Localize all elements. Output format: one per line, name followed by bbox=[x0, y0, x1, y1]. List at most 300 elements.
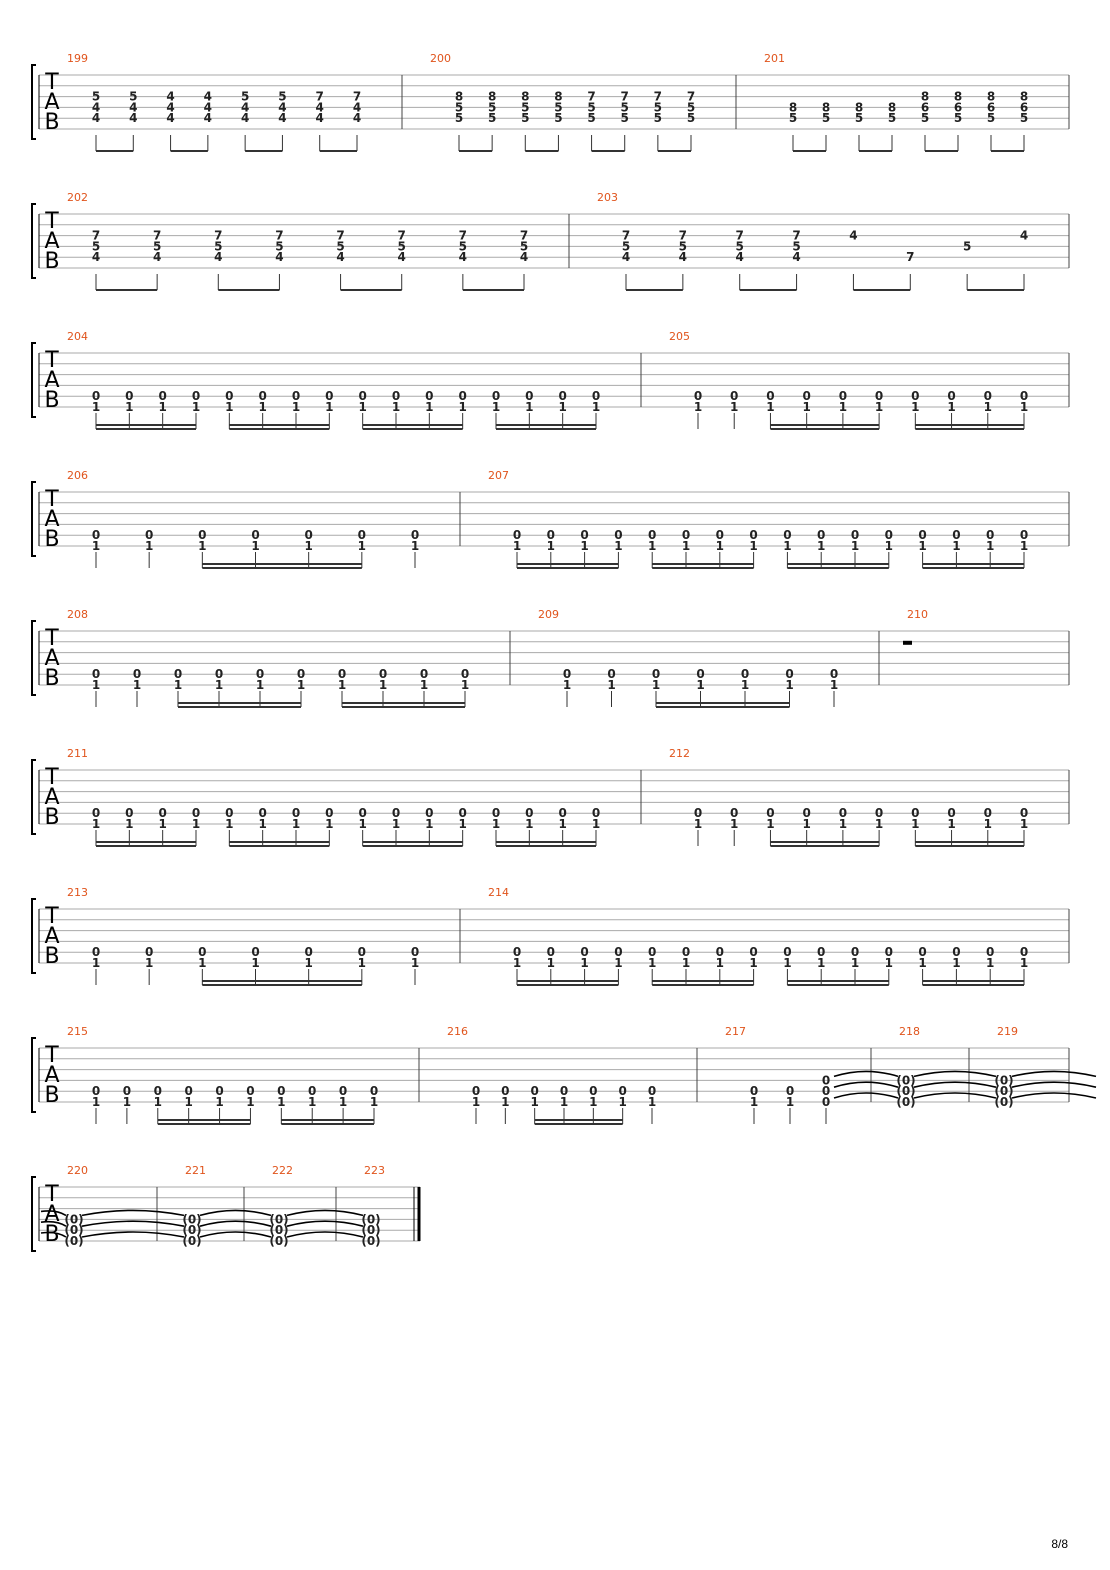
fret-number: 5 bbox=[887, 111, 897, 126]
fret-number: 0 bbox=[681, 528, 691, 543]
fret-number: 1 bbox=[607, 678, 616, 692]
fret-number: 0 bbox=[304, 528, 313, 543]
fret-number: 5 bbox=[788, 111, 798, 126]
system-bracket bbox=[32, 1038, 36, 1112]
fret-number: 1 bbox=[91, 1095, 101, 1109]
fret-number: 1 bbox=[783, 956, 792, 970]
fret-number: 4 bbox=[129, 100, 138, 115]
fret-number: 0 bbox=[874, 389, 884, 404]
fret-number: 5 bbox=[986, 111, 996, 126]
tab-clef-letter: B bbox=[44, 1222, 60, 1247]
fret-number: 0 bbox=[947, 806, 956, 821]
fret-number: 0 bbox=[153, 1084, 162, 1099]
fret-number: 1 bbox=[829, 678, 839, 692]
tab-clef-letter: T bbox=[45, 70, 59, 95]
fret-number: 1 bbox=[198, 956, 207, 970]
fret-number: 1 bbox=[91, 678, 101, 692]
fret-number: 1 bbox=[983, 400, 992, 414]
fret-number: 7 bbox=[587, 89, 596, 104]
tab-clef-letter: B bbox=[44, 388, 60, 413]
tie-arc bbox=[82, 1221, 184, 1226]
tie-arc bbox=[287, 1232, 363, 1237]
fret-number: 0 bbox=[215, 1084, 224, 1099]
fret-number: 0 bbox=[191, 806, 201, 821]
measure-number: 218 bbox=[899, 1025, 920, 1038]
fret-number: 0 bbox=[838, 806, 848, 821]
fret-number: 1 bbox=[802, 817, 811, 831]
fret-number: 0 bbox=[125, 389, 134, 404]
fret-number: 1 bbox=[391, 817, 401, 831]
fret-number: 0 bbox=[337, 667, 347, 682]
fret-number: 0 bbox=[983, 389, 992, 404]
fret-number: 1 bbox=[410, 539, 420, 553]
fret-number: 1 bbox=[512, 956, 522, 970]
fret-number: (0) bbox=[361, 1223, 381, 1238]
fret-number: 0 bbox=[158, 389, 167, 404]
fret-number: 1 bbox=[874, 400, 884, 414]
measure-number: 200 bbox=[430, 52, 451, 65]
fret-number: 0 bbox=[558, 389, 567, 404]
fret-number: 1 bbox=[749, 956, 758, 970]
fret-number: (0) bbox=[182, 1223, 202, 1238]
tie-arc bbox=[914, 1093, 996, 1098]
fret-number: 7 bbox=[275, 228, 284, 243]
fret-number: 1 bbox=[251, 539, 260, 553]
fret-number: (0) bbox=[361, 1212, 381, 1227]
fret-number: 0 bbox=[198, 528, 207, 543]
fret-number: 0 bbox=[198, 945, 207, 960]
fret-number: 4 bbox=[166, 100, 175, 115]
fret-number: 1 bbox=[258, 817, 267, 831]
tie-arc bbox=[834, 1071, 898, 1076]
fret-number: 0 bbox=[338, 1084, 348, 1099]
fret-number: 4 bbox=[315, 111, 324, 126]
fret-number: 0 bbox=[512, 945, 522, 960]
fret-number: 8 bbox=[554, 89, 563, 104]
fret-number: 1 bbox=[947, 817, 956, 831]
fret-number: 1 bbox=[325, 817, 334, 831]
fret-number: 1 bbox=[785, 1095, 795, 1109]
fret-number: 7 bbox=[152, 228, 162, 243]
fret-number: 0 bbox=[983, 806, 992, 821]
tab-clef-letter: A bbox=[44, 507, 60, 532]
fret-number: 0 bbox=[614, 528, 623, 543]
fret-number: 5 bbox=[962, 239, 972, 254]
fret-number: 1 bbox=[591, 400, 601, 414]
fret-number: 7 bbox=[792, 228, 801, 243]
fret-number: 1 bbox=[91, 400, 101, 414]
fret-number: 1 bbox=[648, 956, 657, 970]
fret-number: 0 bbox=[580, 945, 589, 960]
fret-number: 0 bbox=[749, 945, 758, 960]
fret-number: 0 bbox=[986, 528, 995, 543]
fret-number: 0 bbox=[696, 667, 705, 682]
fret-number: 4 bbox=[203, 100, 213, 115]
fret-number: 0 bbox=[173, 667, 183, 682]
fret-number: 0 bbox=[184, 1084, 193, 1099]
fret-number: 0 bbox=[618, 1084, 627, 1099]
fret-number: 5 bbox=[554, 111, 563, 126]
fret-number: 1 bbox=[91, 817, 101, 831]
fret-number: 7 bbox=[686, 89, 696, 104]
tab-clef-letter: A bbox=[44, 646, 60, 671]
tie-arc bbox=[287, 1210, 363, 1215]
fret-number: 7 bbox=[620, 89, 629, 104]
fret-number: 1 bbox=[884, 956, 893, 970]
fret-number: 4 bbox=[735, 250, 744, 265]
fret-number: 1 bbox=[530, 1095, 539, 1109]
measure-number: 216 bbox=[447, 1025, 468, 1038]
fret-number: 4 bbox=[278, 111, 287, 126]
fret-number: 0 bbox=[246, 1084, 255, 1099]
fret-number: 4 bbox=[397, 250, 406, 265]
fret-number: 1 bbox=[983, 817, 992, 831]
fret-number: 1 bbox=[715, 956, 724, 970]
fret-number: 7 bbox=[397, 228, 406, 243]
tab-clef-letter: T bbox=[45, 1043, 59, 1068]
fret-number: 1 bbox=[1019, 817, 1029, 831]
fret-number: 0 bbox=[802, 389, 811, 404]
tab-clef-letter: A bbox=[44, 368, 60, 393]
fret-number: 1 bbox=[986, 539, 995, 553]
fret-number: 1 bbox=[817, 956, 826, 970]
fret-number: 6 bbox=[986, 100, 996, 115]
system-bracket bbox=[32, 482, 36, 556]
tab-clef-letter: B bbox=[44, 944, 60, 969]
fret-number: 0 bbox=[783, 945, 792, 960]
fret-number: 1 bbox=[785, 678, 794, 692]
fret-number: 1 bbox=[730, 400, 739, 414]
tab-clef-letter: B bbox=[44, 249, 60, 274]
measure-number: 219 bbox=[997, 1025, 1018, 1038]
tab-clef-letter: A bbox=[44, 229, 60, 254]
fret-number: 0 bbox=[1019, 389, 1029, 404]
fret-number: 4 bbox=[91, 111, 101, 126]
fret-number: 1 bbox=[580, 539, 589, 553]
fret-number: 0 bbox=[132, 667, 142, 682]
fret-number: 1 bbox=[358, 400, 367, 414]
system-bracket bbox=[32, 65, 36, 139]
fret-number: 1 bbox=[144, 539, 154, 553]
fret-number: 5 bbox=[336, 239, 345, 254]
tab-clef-letter: T bbox=[45, 348, 59, 373]
fret-number: 1 bbox=[546, 539, 555, 553]
fret-number: 5 bbox=[920, 111, 930, 126]
fret-number: 0 bbox=[651, 667, 661, 682]
fret-number: 4 bbox=[352, 100, 362, 115]
fret-number: 4 bbox=[214, 250, 223, 265]
tab-clef-letter: A bbox=[44, 1202, 60, 1227]
fret-number: 8 bbox=[821, 100, 831, 115]
fret-number: 4 bbox=[792, 250, 801, 265]
fret-number: 1 bbox=[225, 400, 234, 414]
system-bracket bbox=[32, 899, 36, 973]
fret-number: 1 bbox=[525, 817, 534, 831]
fret-number: 1 bbox=[325, 400, 334, 414]
fret-number: 8 bbox=[986, 89, 996, 104]
fret-number: 1 bbox=[783, 539, 792, 553]
measure-number: 212 bbox=[669, 747, 690, 760]
fret-number: 5 bbox=[854, 111, 864, 126]
fret-number: 0 bbox=[258, 806, 267, 821]
fret-number: 5 bbox=[821, 111, 831, 126]
fret-number: 1 bbox=[296, 678, 306, 692]
measure-number: 214 bbox=[488, 886, 509, 899]
fret-number: 7 bbox=[458, 228, 468, 243]
fret-number: 1 bbox=[614, 956, 623, 970]
fret-number: 1 bbox=[693, 817, 703, 831]
fret-number: 5 bbox=[454, 100, 464, 115]
fret-number: 0 bbox=[817, 945, 826, 960]
fret-number: 1 bbox=[986, 956, 995, 970]
fret-number: 8 bbox=[854, 100, 864, 115]
fret-number: 0 bbox=[783, 528, 792, 543]
fret-number: 0 bbox=[410, 528, 420, 543]
fret-number: 5 bbox=[240, 89, 250, 104]
fret-number: 1 bbox=[291, 817, 301, 831]
fret-number: 1 bbox=[850, 539, 860, 553]
fret-number: 1 bbox=[458, 400, 467, 414]
fret-number: 0 bbox=[458, 389, 467, 404]
fret-number: 0 bbox=[821, 1095, 831, 1109]
fret-number: 0 bbox=[730, 806, 739, 821]
measure-number: 209 bbox=[538, 608, 559, 621]
fret-number: 0 bbox=[607, 667, 616, 682]
fret-number: (0) bbox=[64, 1212, 84, 1227]
fret-number: 5 bbox=[454, 111, 464, 126]
fret-number: 7 bbox=[621, 228, 631, 243]
fret-number: 7 bbox=[352, 89, 362, 104]
fret-number: 1 bbox=[546, 956, 555, 970]
fret-number: 1 bbox=[952, 539, 961, 553]
fret-number: 0 bbox=[952, 945, 961, 960]
fret-number: 7 bbox=[214, 228, 223, 243]
fret-number: 6 bbox=[953, 100, 963, 115]
fret-number: 4 bbox=[336, 250, 345, 265]
measure-number: 220 bbox=[67, 1164, 88, 1177]
measure-number: 207 bbox=[488, 469, 509, 482]
fret-number: 1 bbox=[91, 956, 101, 970]
fret-number: 4 bbox=[458, 250, 468, 265]
fret-number: 0 bbox=[512, 528, 522, 543]
fret-number: 5 bbox=[653, 100, 663, 115]
fret-number: 5 bbox=[91, 239, 101, 254]
measure-number: 210 bbox=[907, 608, 928, 621]
fret-number: 1 bbox=[153, 1095, 162, 1109]
fret-number: 0 bbox=[580, 528, 589, 543]
fret-number: 5 bbox=[129, 89, 138, 104]
fret-number: 1 bbox=[358, 817, 367, 831]
fret-number: 0 bbox=[911, 806, 920, 821]
measure-number: 205 bbox=[669, 330, 690, 343]
fret-number: 1 bbox=[766, 817, 775, 831]
tie-arc bbox=[1012, 1093, 1096, 1098]
fret-number: 0 bbox=[525, 806, 534, 821]
fret-number: 0 bbox=[357, 945, 367, 960]
fret-number: 5 bbox=[953, 111, 963, 126]
measure-number: 206 bbox=[67, 469, 88, 482]
fret-number: 5 bbox=[521, 100, 530, 115]
fret-number: 0 bbox=[1019, 806, 1029, 821]
tie-arc bbox=[914, 1071, 996, 1076]
fret-number: (0) bbox=[269, 1223, 289, 1238]
fret-number: 1 bbox=[251, 956, 260, 970]
fret-number: 0 bbox=[501, 1084, 510, 1099]
fret-number: 1 bbox=[91, 539, 101, 553]
fret-number: 0 bbox=[785, 667, 794, 682]
fret-number: 0 bbox=[358, 806, 367, 821]
fret-number: 8 bbox=[920, 89, 930, 104]
fret-number: 5 bbox=[1019, 111, 1029, 126]
fret-number: 1 bbox=[471, 1095, 481, 1109]
fret-number: (0) bbox=[994, 1084, 1014, 1099]
fret-number: (0) bbox=[269, 1212, 289, 1227]
fret-number: 0 bbox=[158, 806, 167, 821]
fret-number: 1 bbox=[559, 1095, 569, 1109]
fret-number: 1 bbox=[357, 956, 367, 970]
fret-number: 8 bbox=[788, 100, 798, 115]
fret-number: 0 bbox=[874, 806, 884, 821]
fret-number: 0 bbox=[419, 667, 429, 682]
tab-clef-letter: B bbox=[44, 666, 60, 691]
fret-number: 0 bbox=[681, 945, 691, 960]
fret-number: 0 bbox=[491, 389, 501, 404]
fret-number: 1 bbox=[614, 539, 623, 553]
fret-number: 0 bbox=[766, 389, 775, 404]
fret-number: 0 bbox=[559, 1084, 569, 1099]
fret-number: 4 bbox=[678, 250, 688, 265]
measure-number: 213 bbox=[67, 886, 88, 899]
fret-number: 0 bbox=[1019, 945, 1029, 960]
fret-number: 4 bbox=[275, 250, 284, 265]
measure-number: 222 bbox=[272, 1164, 293, 1177]
fret-number: 0 bbox=[693, 389, 703, 404]
fret-number: 1 bbox=[740, 678, 750, 692]
fret-number: 0 bbox=[589, 1084, 598, 1099]
fret-number: (0) bbox=[896, 1073, 916, 1088]
fret-number: 1 bbox=[874, 817, 884, 831]
fret-number: (0) bbox=[361, 1234, 381, 1248]
fret-number: 5 bbox=[275, 239, 284, 254]
system-bracket bbox=[32, 621, 36, 695]
fret-number: 5 bbox=[678, 239, 688, 254]
fret-number: 0 bbox=[947, 389, 956, 404]
tab-clef-letter: A bbox=[44, 785, 60, 810]
tie-arc bbox=[287, 1221, 363, 1226]
measure-number: 201 bbox=[764, 52, 785, 65]
fret-number: 0 bbox=[251, 945, 260, 960]
fret-number: 0 bbox=[460, 667, 470, 682]
fret-number: 1 bbox=[1019, 956, 1029, 970]
fret-number: 0 bbox=[357, 528, 367, 543]
fret-number: 1 bbox=[304, 956, 313, 970]
fret-number: 4 bbox=[240, 100, 250, 115]
fret-number: (0) bbox=[64, 1223, 84, 1238]
fret-number: 7 bbox=[91, 228, 101, 243]
fret-number: 0 bbox=[191, 389, 201, 404]
fret-number: 1 bbox=[225, 817, 234, 831]
measure-number: 211 bbox=[67, 747, 88, 760]
tie-arc bbox=[82, 1210, 184, 1215]
fret-number: 1 bbox=[730, 817, 739, 831]
fret-number: (0) bbox=[994, 1095, 1014, 1109]
fret-number: 0 bbox=[918, 945, 927, 960]
tab-clef-letter: T bbox=[45, 1182, 59, 1207]
tie-arc bbox=[1012, 1071, 1096, 1076]
fret-number: 5 bbox=[519, 239, 529, 254]
fret-number: 1 bbox=[838, 400, 848, 414]
fret-number: 4 bbox=[91, 250, 101, 265]
fret-number: 0 bbox=[225, 389, 234, 404]
fret-number: 7 bbox=[735, 228, 744, 243]
tab-clef-letter: T bbox=[45, 904, 59, 929]
fret-number: 6 bbox=[920, 100, 930, 115]
fret-number: 0 bbox=[325, 806, 334, 821]
fret-number: (0) bbox=[994, 1073, 1014, 1088]
fret-number: 4 bbox=[203, 89, 213, 104]
fret-number: 4 bbox=[352, 111, 362, 126]
fret-number: 1 bbox=[337, 678, 347, 692]
fret-number: 0 bbox=[802, 806, 811, 821]
fret-number: 0 bbox=[884, 528, 893, 543]
tab-clef-letter: A bbox=[44, 1063, 60, 1088]
fret-number: 1 bbox=[125, 400, 134, 414]
fret-number: 0 bbox=[648, 945, 657, 960]
fret-number: 5 bbox=[278, 89, 287, 104]
fret-number: 4 bbox=[621, 250, 631, 265]
fret-number: 0 bbox=[277, 1084, 286, 1099]
fret-number: 0 bbox=[410, 945, 420, 960]
fret-number: 0 bbox=[614, 945, 623, 960]
fret-number: 0 bbox=[491, 806, 501, 821]
fret-number: 1 bbox=[214, 678, 224, 692]
fret-number: 8 bbox=[487, 89, 497, 104]
fret-number: (0) bbox=[182, 1234, 202, 1248]
tab-clef-letter: T bbox=[45, 626, 59, 651]
fret-number: 0 bbox=[591, 389, 601, 404]
fret-number: 7 bbox=[653, 89, 663, 104]
fret-number: 0 bbox=[91, 806, 101, 821]
fret-number: 5 bbox=[487, 111, 497, 126]
fret-number: 1 bbox=[460, 678, 470, 692]
fret-number: 1 bbox=[158, 400, 167, 414]
fret-number: 1 bbox=[766, 400, 775, 414]
fret-number: 5 bbox=[91, 89, 101, 104]
fret-number: 1 bbox=[648, 539, 657, 553]
fret-number: 0 bbox=[225, 806, 234, 821]
fret-number: 0 bbox=[391, 806, 401, 821]
system-bracket bbox=[32, 343, 36, 417]
measure-number: 202 bbox=[67, 191, 88, 204]
fret-number: 0 bbox=[562, 667, 572, 682]
fret-number: 0 bbox=[458, 806, 467, 821]
fret-number: 8 bbox=[1019, 89, 1029, 104]
fret-number: 1 bbox=[357, 539, 367, 553]
fret-number: 0 bbox=[291, 389, 301, 404]
fret-number: 0 bbox=[425, 389, 434, 404]
tab-clef-letter: T bbox=[45, 487, 59, 512]
tab-clef-letter: B bbox=[44, 1083, 60, 1108]
tab-clef-letter: A bbox=[44, 90, 60, 115]
measure-number: 204 bbox=[67, 330, 88, 343]
fret-number: 7 bbox=[336, 228, 345, 243]
fret-number: 1 bbox=[308, 1095, 317, 1109]
fret-number: 5 bbox=[397, 239, 406, 254]
fret-number: 1 bbox=[277, 1095, 286, 1109]
fret-number: 1 bbox=[802, 400, 811, 414]
fret-number: 1 bbox=[410, 956, 420, 970]
fret-number: 0 bbox=[838, 389, 848, 404]
